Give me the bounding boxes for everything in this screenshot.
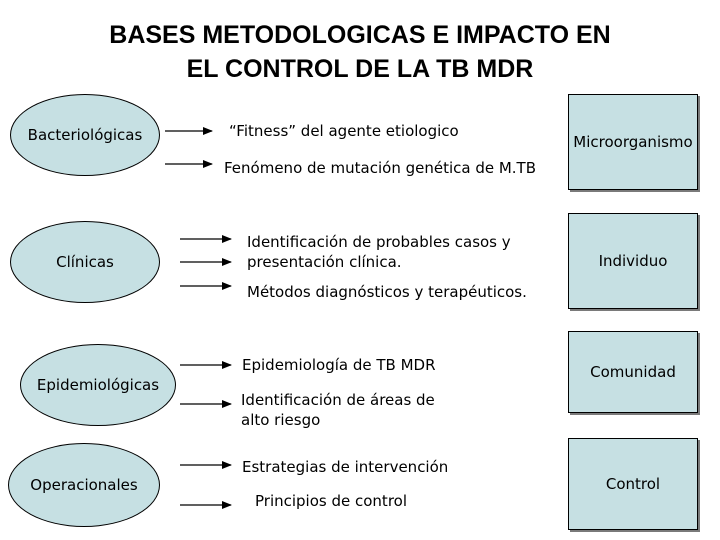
box-comunidad (568, 331, 698, 413)
box-comunidad-label: Comunidad (590, 363, 676, 381)
ellipse-clinicas: Clínicas (10, 221, 160, 303)
page-title: BASES METODOLOGICAS E IMPACTO EN EL CONTROL DE LA TB MDR (109, 21, 611, 83)
item-estrategias: Estrategias de intervención (242, 458, 449, 476)
ellipse-bacteriologicas: Bacteriológicas (10, 94, 160, 176)
ellipse-operacionales: Operacionales (8, 443, 160, 527)
item-identificacion-casos: Identificación de probables casos y presentación clínica. (247, 233, 511, 271)
box-control (568, 438, 698, 530)
box-individuo-label: Individuo (598, 252, 668, 270)
item-metodos-diagnosticos: Métodos diagnósticos y terapéuticos. (247, 283, 527, 301)
item-areas-riesgo: Identificación de áreas de alto riesgo (241, 391, 435, 429)
box-microorganismo-label: Microorganismo (573, 133, 693, 151)
item-fenomeno-mutacion: Fenómeno de mutación genética de M.TB (224, 159, 537, 177)
box-microorganismo (568, 94, 698, 190)
ellipse-epidemiologicas: Epidemiológicas (20, 344, 176, 426)
item-fitness: “Fitness” del agente etiologico (229, 122, 459, 140)
box-control-label: Control (605, 475, 661, 493)
box-individuo (568, 213, 698, 309)
item-epidemiologia: Epidemiología de TB MDR (242, 356, 436, 374)
item-principios-control: Principios de control (255, 492, 407, 510)
